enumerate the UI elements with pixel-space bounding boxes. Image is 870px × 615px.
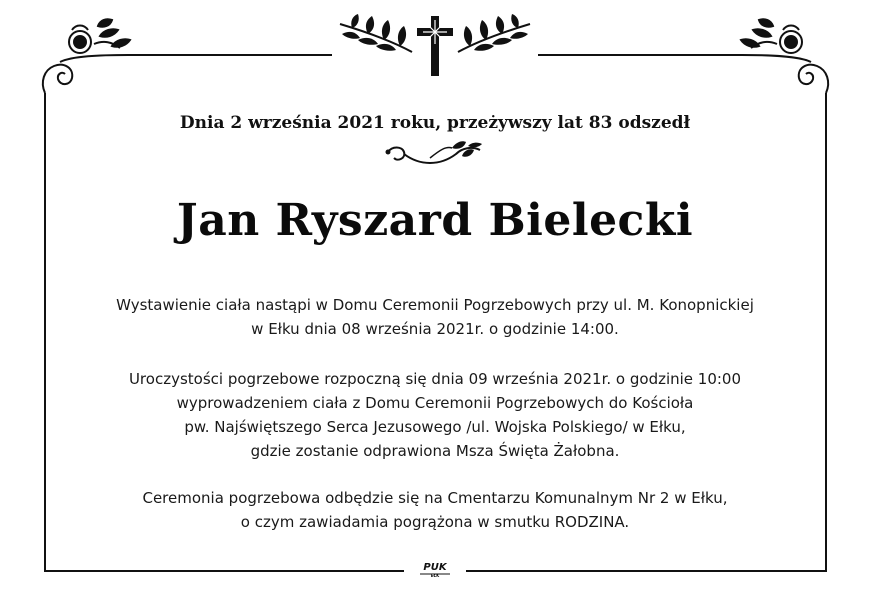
- text-line: gdzie zostanie odprawiona Msza Święta Żałobna.: [250, 442, 620, 460]
- burial-paragraph: [0, 486, 870, 534]
- text-line: Wystawienie ciała nastąpi w Domu Ceremonii Pogrzebowych przy ul. M. Konopnickiej: [116, 296, 754, 314]
- floral-corner-ornament-icon-right: [741, 19, 828, 93]
- text-line: pw. Najświętszego Serca Jezusowego /ul. Wojska Polskiego/ w Ełku,: [184, 418, 686, 436]
- vine-flourish-icon: [386, 141, 483, 163]
- text-line: w Ełku dnia 08 września 2021r. o godzinie 14:00.: [251, 320, 619, 338]
- death-date-line: Dnia 2 września 2021 roku, przeżywszy lat 83 odszedł: [179, 113, 691, 133]
- logo-main-text: PUK: [423, 562, 447, 573]
- text-line: wyprowadzeniem ciała z Domu Ceremonii Pogrzebowych do Kościoła: [176, 394, 694, 412]
- text-line: o czym zawiadamia pogrążona w smutku RODZINA.: [240, 513, 630, 531]
- text-line: Uroczystości pogrzebowe rozpoczną się dnia 09 września 2021r. o godzinie 10:00: [128, 370, 742, 388]
- cross-with-laurel-icon: [340, 14, 530, 76]
- logo-sub-text: EŁK: [430, 573, 440, 578]
- viewing-paragraph: [0, 293, 870, 341]
- ceremony-paragraph: [0, 367, 870, 463]
- deceased-name: Jan Ryszard Bielecki: [176, 195, 694, 246]
- floral-corner-ornament-icon-left: [43, 19, 130, 93]
- text-line: Ceremonia pogrzebowa odbędzie się na Cmentarzu Komunalnym Nr 2 w Ełku,: [142, 489, 728, 507]
